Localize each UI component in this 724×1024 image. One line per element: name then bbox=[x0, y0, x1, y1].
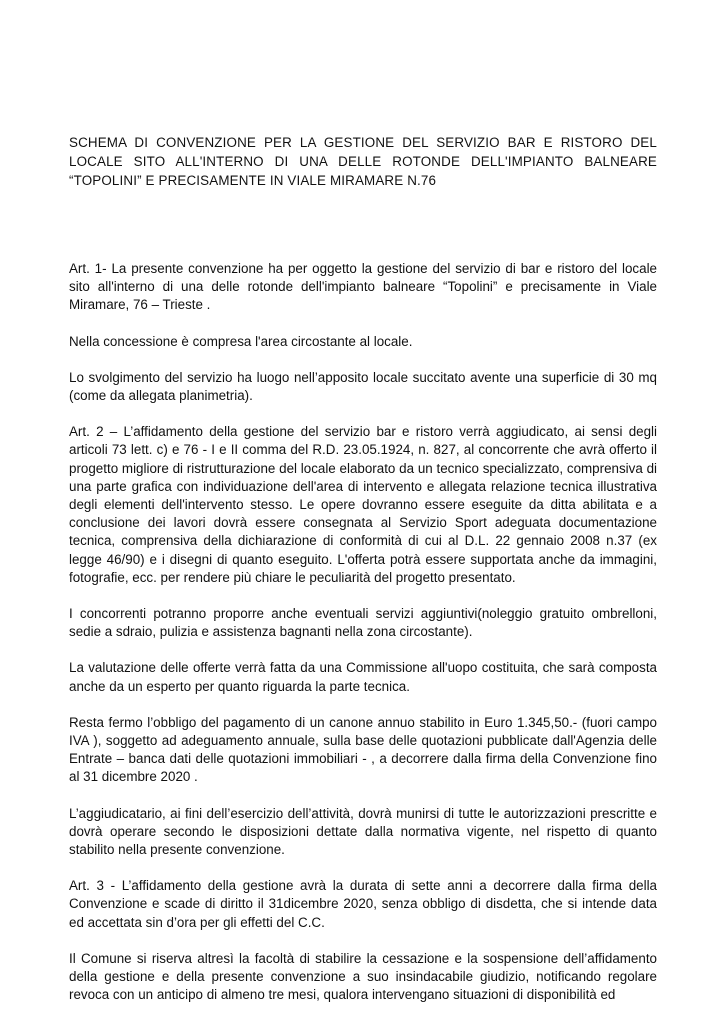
paragraph-additional-services: I concorrenti potranno proporre anche eventuali servizi aggiuntivi(noleggio gratuito ombrelloni, sedie a sdraio, pulizia e assistenza bagnanti nella zona circostante). bbox=[69, 606, 657, 640]
paragraph-authorizations: L’aggiudicatario, ai fini dell’esercizio dell’attività, dovrà munirsi di tutte le autorizzazioni prescritte e dovrà operare secondo le disposizioni dettate dalla normativa vigente, nel rispetto di quanto stabilito nella presente convenzione. bbox=[69, 805, 657, 858]
paragraph-fee: Resta fermo l’obbligo del pagamento di un canone annuo stabilito in Euro 1.345,50.- (fuori campo IVA ), soggetto ad adeguamento annuale, sulla base delle quotazioni pubblicate dall'Agenzia delle Entrate – banca dati delle quotazioni immobiliari - , a decorrere dalla firma della Convenzione fino al 31 dicembre 2020 . bbox=[69, 714, 657, 785]
paragraph-concession-area: Nella concessione è compresa l'area circostante al locale. bbox=[69, 333, 413, 349]
paragraph-service-location: Lo svolgimento del servizio ha luogo nell’apposito locale succitato avente una superficie di 30 mq (come da allegata planimetria). bbox=[69, 369, 657, 404]
paragraph-art2: Art. 2 – L’affidamento della gestione del servizio bar e ristoro verrà aggiudicato, ai sensi degli articoli 73 lett. c) e 76 - I e II comma del R.D. 23.05.1924, n. 827, al concorrente che avrà offerto il progetto migliore di ristrutturazione del locale elaborato da un tecnico specializzato, comprensiva di una parte grafica con individuazione dell'area di intervento e allegata relazione tecnica illustrativa degli elementi dell'intervento stesso. Le opere dovranno essere eseguite da ditta abilitata e a conclusione dei lavori dovrà essere consegnata al Servizio Sport adeguata documentazione tecnica, comprensiva della dichiarazione di conformità di cui al D.L. 22 gennaio 2008 n.37 (ex legge 46/90) e i disegni di quanto eseguito. L'offerta potrà essere supportata anche da immagini, fotografie, ecc. per rendere più chiare le peculiarità del progetto presentato. bbox=[69, 424, 657, 585]
document-title: SCHEMA DI CONVENZIONE PER LA GESTIONE DEL SERVIZIO BAR E RISTORO DEL LOCALE SITO ALL'INTERNO DI UNA DELLE ROTONDE DELL'IMPIANTO BALNEARE “TOPOLINI” E PRECISAMENTE IN VIALE MIRAMARE N.76 bbox=[69, 135, 657, 188]
paragraph-evaluation: La valutazione delle offerte verrà fatta da una Commissione all'uopo costituita, che sarà composta anche da un esperto per quanto riguarda la parte tecnica. bbox=[69, 660, 657, 694]
paragraph-termination: Il Comune si riserva altresì la facoltà di stabilire la cessazione e la sospensione dell’affidamento della gestione e della presente convenzione a suo insindacabile giudizio, notificando regolare revoca con un anticipo di almeno tre mesi, qualora intervengano situazioni di disponibilità ed bbox=[69, 950, 657, 1003]
paragraph-art3: Art. 3 - L’affidamento della gestione avrà la durata di sette anni a decorrere dalla firma della Convenzione e scade di diritto il 31dicembre 2020, senza obbligo di disdetta, che si intende data ed accettata sin d’ora per gli effetti del C.C. bbox=[69, 878, 657, 930]
document-body bbox=[69, 260, 657, 1005]
paragraph-art1: Art. 1- La presente convenzione ha per oggetto la gestione del servizio di bar e ristoro del locale sito all'interno di una delle rotonde dell'impianto balneare “Topolini” e precisamente in Viale Miramare, 76 – Trieste . bbox=[69, 261, 657, 313]
